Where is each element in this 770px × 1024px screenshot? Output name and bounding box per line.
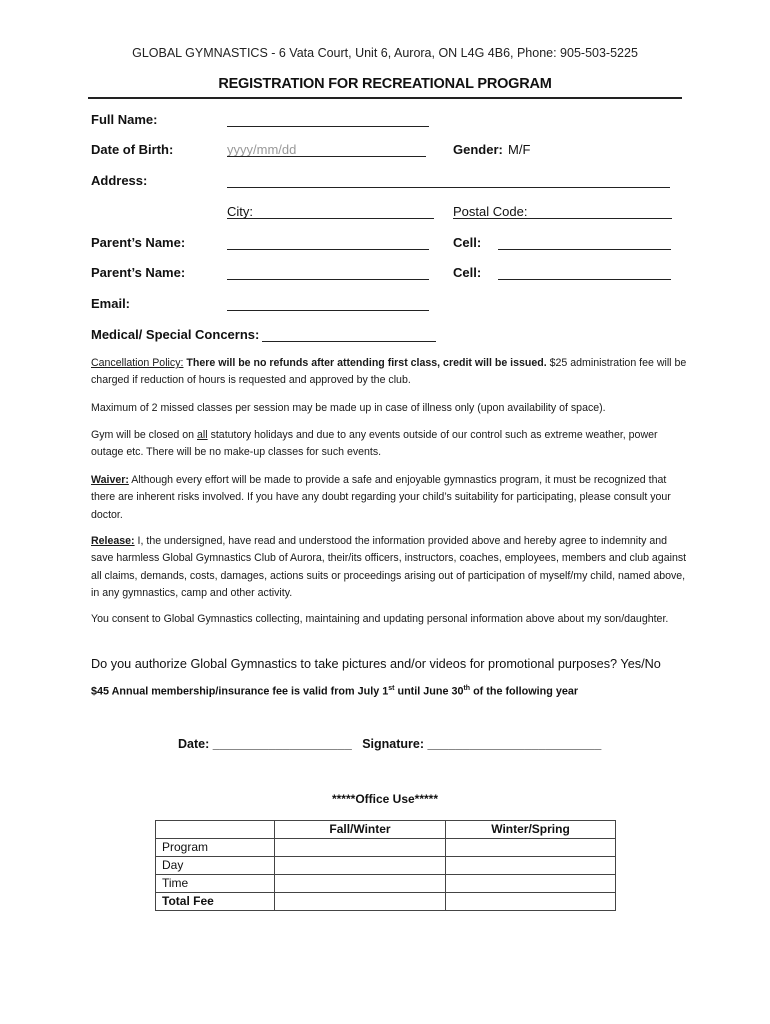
postal-code-label: Postal Code: xyxy=(453,204,528,219)
cancellation-policy xyxy=(91,355,691,390)
total-fee-fall-winter-cell[interactable] xyxy=(275,893,446,911)
fee-sup-2: th xyxy=(463,685,471,692)
cancellation-label: Cancellation Policy: xyxy=(91,357,184,369)
release-text xyxy=(91,533,691,602)
fee-part-c: of the following year xyxy=(473,685,579,698)
cancellation-bold-text: There will be no refunds after attending first class, credit will be issued. xyxy=(186,357,547,369)
consent-text: You consent to Global Gymnastics collecting, maintaining and updating personal information above about my son/daughter. xyxy=(91,613,669,625)
email-field[interactable] xyxy=(227,310,429,311)
photo-authorization-question: Do you authorize Global Gymnastics to take pictures and/or videos for promotional purposes? Yes/No xyxy=(91,657,661,671)
medical-label: Medical/ Special Concerns: xyxy=(91,327,260,342)
address-label: Address: xyxy=(91,173,148,188)
cell-label-1: Cell: xyxy=(453,235,482,250)
program-winter-spring-cell[interactable] xyxy=(446,839,616,857)
time-fall-winter-cell[interactable] xyxy=(275,875,446,893)
release-label: Release: xyxy=(91,535,135,547)
date-label: Date: xyxy=(178,737,210,751)
fee-part-b: until June 30 xyxy=(397,685,464,698)
table-header-blank xyxy=(156,821,275,839)
gender-label: Gender: xyxy=(453,142,503,157)
parent-name-label-1: Parent’s Name: xyxy=(91,235,186,250)
address-field[interactable] xyxy=(227,187,670,188)
full-name-label: Full Name: xyxy=(91,112,158,127)
postal-code-field[interactable] xyxy=(453,218,672,219)
dob-placeholder: yyyy/mm/dd xyxy=(227,142,297,157)
form-title: REGISTRATION FOR RECREATIONAL PROGRAM xyxy=(218,76,552,92)
cell-field-2[interactable] xyxy=(498,279,671,280)
waiver-text xyxy=(91,472,691,524)
row-label-time: Time xyxy=(156,875,275,893)
cancellation-rest: $25 administration fee will be charged if reduction of hours is requested and approved by the club. xyxy=(91,357,687,387)
city-label: City: xyxy=(227,204,253,219)
medical-field[interactable] xyxy=(262,341,436,342)
waiver-body: Although every effort will be made to provide a safe and enjoyable gymnastics program, it must be recognized that there are inherent risks involved. If you have any doubt regarding your child’s suitability for participating, please consult your doctor. xyxy=(91,474,671,521)
release-body: I, the undersigned, have read and understood the information provided above and hereby agree to indemnity and save harmless Global Gymnastics Club of Aurora, their/its officers, instructors, coaches, employees, members and club against all claims, demands, costs, damages, actions suits or proceedings arising out of participation of myself/my child, named above, in any gymnastics, camp and other activity. xyxy=(91,535,687,599)
date-blank[interactable]: ____________________ xyxy=(212,737,352,751)
table-row xyxy=(156,893,616,911)
waiver-label: Waiver: xyxy=(91,474,129,486)
table-row xyxy=(156,857,616,875)
gym-closure-post: statutory holidays and due to any events outside of our control such as extreme weather, power outage etc. There will be no make-up classes for such events. xyxy=(91,429,658,459)
header-address: GLOBAL GYMNASTICS - 6 Vata Court, Unit 6, Aurora, ON L4G 4B6, Phone: 905-503-5225 xyxy=(132,46,638,60)
signature-row xyxy=(178,737,601,751)
table-row xyxy=(156,839,616,857)
fee-part-a: $45 Annual membership/insurance fee is valid from July 1 xyxy=(91,685,389,698)
full-name-field[interactable] xyxy=(227,126,429,127)
cell-field-1[interactable] xyxy=(498,249,671,250)
table-header-fall-winter: Fall/Winter xyxy=(275,821,446,839)
missed-classes-text: Maximum of 2 missed classes per session may be made up in case of illness only (upon availability of space). xyxy=(91,402,606,414)
table-header-winter-spring: Winter/Spring xyxy=(446,821,616,839)
row-label-program: Program xyxy=(156,839,275,857)
row-label-total-fee: Total Fee xyxy=(156,893,275,911)
day-fall-winter-cell[interactable] xyxy=(275,857,446,875)
signature-blank[interactable]: _________________________ xyxy=(427,737,602,751)
email-label: Email: xyxy=(91,296,131,311)
office-use-heading: *****Office Use***** xyxy=(331,792,439,806)
total-fee-winter-spring-cell[interactable] xyxy=(446,893,616,911)
fee-sup-1: st xyxy=(388,685,395,692)
table-header-row xyxy=(156,821,616,839)
gender-value: M/F xyxy=(508,142,531,157)
parent-name-field-1[interactable] xyxy=(227,249,429,250)
day-winter-spring-cell[interactable] xyxy=(446,857,616,875)
table-row xyxy=(156,875,616,893)
gym-closure-pre: Gym will be closed on xyxy=(91,429,195,441)
parent-name-field-2[interactable] xyxy=(227,279,429,280)
gym-closure-all: all xyxy=(197,429,208,441)
membership-fee-note xyxy=(91,685,691,698)
parent-name-label-2: Parent’s Name: xyxy=(91,265,186,280)
time-winter-spring-cell[interactable] xyxy=(446,875,616,893)
row-label-day: Day xyxy=(156,857,275,875)
dob-label: Date of Birth: xyxy=(91,142,174,157)
office-use-table xyxy=(155,820,616,911)
title-rule xyxy=(88,97,682,99)
gym-closure-text xyxy=(91,427,691,462)
signature-label: Signature: xyxy=(362,737,425,751)
cell-label-2: Cell: xyxy=(453,265,482,280)
dob-field[interactable] xyxy=(227,156,426,157)
city-field[interactable] xyxy=(227,218,434,219)
program-fall-winter-cell[interactable] xyxy=(275,839,446,857)
